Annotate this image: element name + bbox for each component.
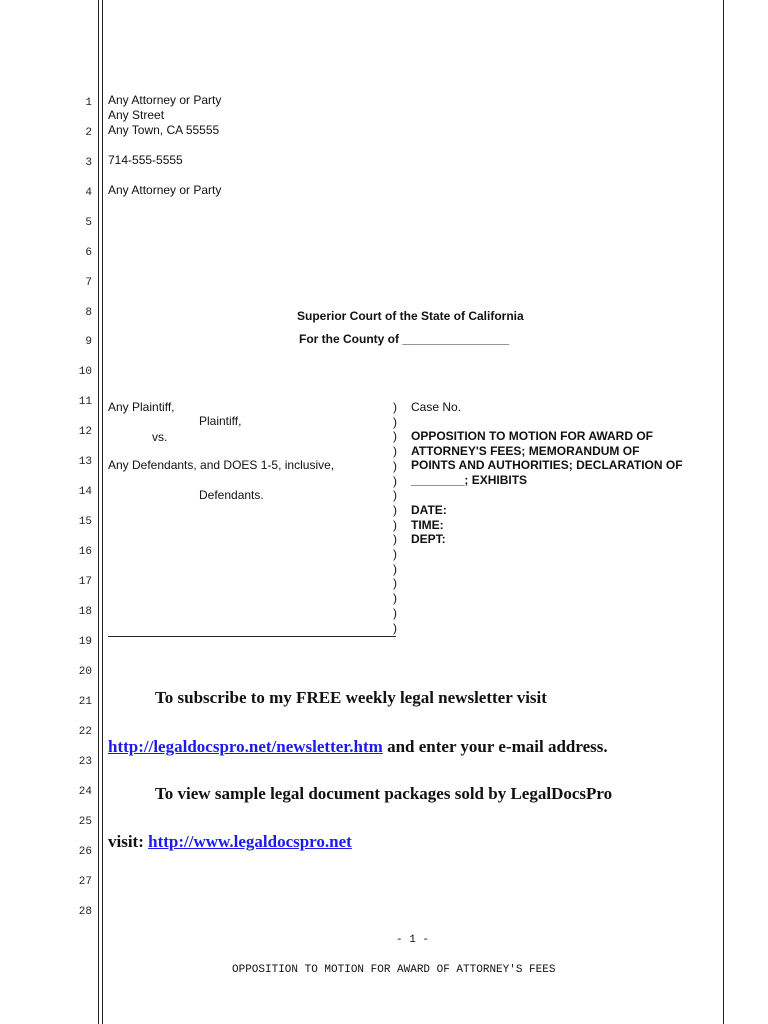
line-number: 13 bbox=[78, 456, 92, 468]
line-number: 6 bbox=[85, 247, 92, 259]
line-number: 1 bbox=[85, 97, 92, 109]
line-number: 10 bbox=[78, 366, 92, 378]
line-number: 11 bbox=[78, 396, 92, 408]
attorney-street: Any Street bbox=[108, 108, 165, 122]
promo-line-4 bbox=[108, 832, 352, 852]
line-number: 24 bbox=[78, 786, 92, 798]
left-margin-rule-inner bbox=[102, 0, 103, 1024]
line-number: 14 bbox=[78, 486, 92, 498]
promo-line-1: To subscribe to my FREE weekly legal newsletter visit bbox=[155, 688, 547, 707]
right-margin-rule bbox=[723, 0, 724, 1024]
line-number: 7 bbox=[85, 277, 92, 289]
date-label: DATE: bbox=[411, 503, 447, 517]
promo-line-2 bbox=[108, 737, 608, 757]
document-title-line: ________; EXHIBITS bbox=[411, 473, 528, 487]
attorney-name: Any Attorney or Party bbox=[108, 93, 222, 107]
line-number: 25 bbox=[78, 816, 92, 828]
line-number: 23 bbox=[78, 756, 92, 768]
line-number: 28 bbox=[78, 906, 92, 918]
versus-label: vs. bbox=[152, 430, 168, 444]
defendants-role: Defendants. bbox=[199, 488, 264, 502]
time-label: TIME: bbox=[411, 518, 444, 532]
dept-label: DEPT: bbox=[411, 532, 446, 546]
promo-line-2-rest: and enter your e-mail address. bbox=[382, 737, 608, 756]
court-county: For the County of ________________ bbox=[299, 332, 510, 346]
attorney-for: Any Attorney or Party bbox=[108, 183, 222, 197]
line-number: 2 bbox=[85, 127, 92, 139]
document-title-line: ATTORNEY'S FEES; MEMORANDUM OF bbox=[411, 444, 640, 458]
promo-line-3: To view sample legal document packages sold by LegalDocsPro bbox=[155, 784, 613, 803]
caption-parentheses: ) ) ) ) ) ) ) ) ) ) ) ) ) ) ) ) bbox=[393, 400, 397, 635]
line-number: 5 bbox=[85, 217, 92, 229]
line-number: 15 bbox=[78, 516, 92, 528]
line-number: 26 bbox=[78, 846, 92, 858]
caption-underline bbox=[108, 636, 396, 637]
plaintiff-name: Any Plaintiff, bbox=[108, 400, 175, 414]
left-margin-rule-outer bbox=[98, 0, 99, 1024]
line-number: 8 bbox=[85, 307, 92, 319]
line-number: 17 bbox=[78, 576, 92, 588]
visit-label: visit: bbox=[108, 832, 149, 851]
line-number: 4 bbox=[85, 187, 92, 199]
line-number: 19 bbox=[78, 636, 92, 648]
line-number: 20 bbox=[78, 666, 92, 678]
newsletter-link[interactable]: http://legaldocspro.net/newsletter.htm bbox=[108, 737, 383, 756]
line-number: 16 bbox=[78, 546, 92, 558]
line-number: 18 bbox=[78, 606, 92, 618]
court-name: Superior Court of the State of California bbox=[297, 309, 524, 323]
line-number: 12 bbox=[78, 426, 92, 438]
document-title-line: POINTS AND AUTHORITIES; DECLARATION OF bbox=[411, 458, 683, 472]
line-number: 9 bbox=[85, 336, 92, 348]
site-link[interactable]: http://www.legaldocspro.net bbox=[148, 832, 352, 851]
attorney-city: Any Town, CA 55555 bbox=[108, 123, 220, 137]
case-number: Case No. bbox=[411, 400, 462, 414]
document-title-line: OPPOSITION TO MOTION FOR AWARD OF bbox=[411, 429, 654, 443]
defendants-name: Any Defendants, and DOES 1-5, inclusive, bbox=[108, 458, 335, 472]
footer-title: OPPOSITION TO MOTION FOR AWARD OF ATTORNEY'S FEES bbox=[232, 964, 556, 976]
line-number: 21 bbox=[78, 696, 92, 708]
page-number: - 1 - bbox=[396, 934, 430, 946]
plaintiff-role: Plaintiff, bbox=[199, 414, 242, 428]
line-number: 22 bbox=[78, 726, 92, 738]
line-number: 27 bbox=[78, 876, 92, 888]
line-number: 3 bbox=[85, 157, 92, 169]
attorney-phone: 714-555-5555 bbox=[108, 153, 183, 167]
